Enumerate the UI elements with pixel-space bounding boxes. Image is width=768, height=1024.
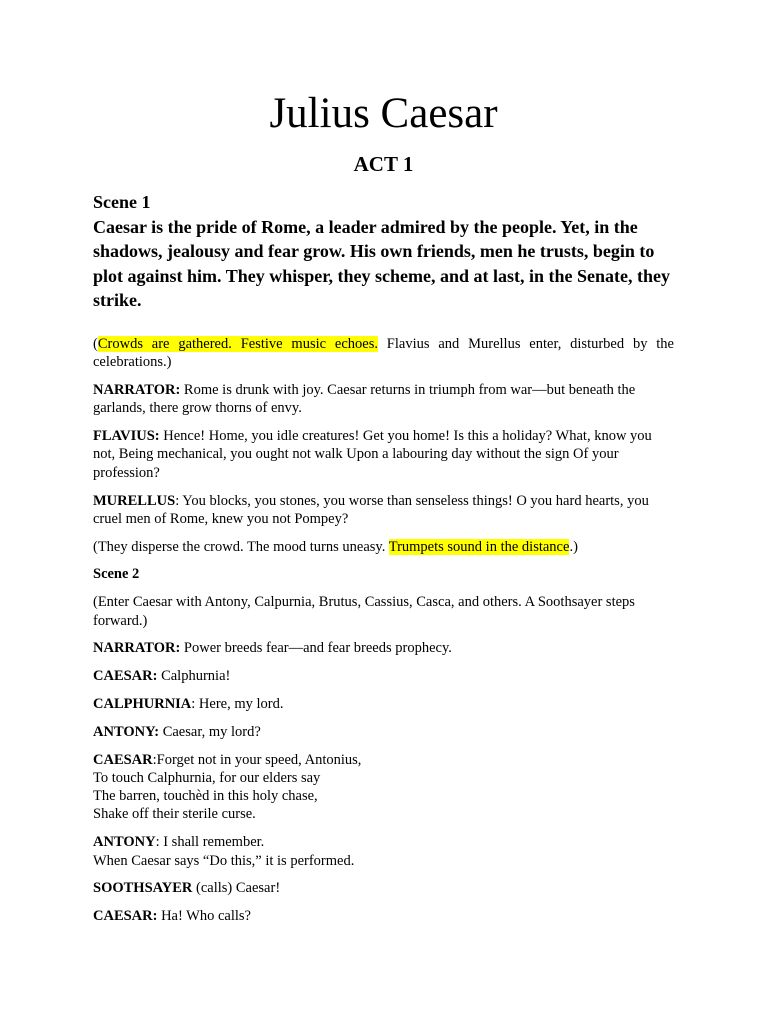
murellus-line [93,492,674,529]
scene-1-summary: Caesar is the pride of Rome, a leader admired by the people. Yet, in the shadows, jealousy and fear grow. His own friends, men he trusts, begin to plot against him. They whisper, they scheme, and at last, in the Senate, they strike. [93,216,671,310]
antony-line-1 [93,723,674,741]
dialogue-text: Caesar, my lord? [159,723,261,740]
stage-direction-1 [93,335,674,372]
speaker-name: MURELLUS [93,492,176,509]
stage-direction-open: ( [93,336,98,352]
scene-2-heading [93,565,674,583]
speaker-name: CAESAR: [93,668,158,685]
page-title: Julius Caesar [269,90,498,137]
verse-line: When Caesar says “Do this,” it is performed. [93,852,355,869]
verse-line: The barren, touchèd in this holy chase, [93,788,318,805]
highlighted-text: Trumpets sound in the distance [388,538,570,555]
stage-direction-text: Flavius and Murellus enter, disturbed by the celebrations.) [93,336,674,371]
stage-direction-3: (Enter Caesar with Antony, Calpurnia, Brutus, Cassius, Casca, and others. A Soothsayer steps forward.) [93,594,635,629]
scene-1-heading: Scene 1 [93,192,151,212]
scene-2-label: Scene 2 [93,566,140,583]
caesar-line-2 [93,751,674,824]
speaker-name: NARRATOR: [93,382,181,399]
dialogue-text: Ha! Who calls? [157,908,251,925]
dialogue-text: : Here, my lord. [191,695,284,712]
speaker-name: ANTONY: [93,723,160,740]
speaker-name: ANTONY [93,834,156,851]
caesar-line-3 [93,907,674,925]
scene-1-block [93,190,674,313]
dialogue-text: : You blocks, you stones, you worse than senseless things! O you hard hearts, you cruel men of Rome, knew you not Pompey? [93,492,649,527]
calphurnia-line [93,695,674,713]
dialogue-text: Calphurnia! [157,668,231,685]
antony-line-2 [93,833,674,870]
verse-line: To touch Calphurnia, for our elders say [93,769,321,786]
stage-direction-close: .) [569,538,578,555]
speaker-name: CAESAR [93,751,153,768]
caesar-line-1 [93,667,674,685]
narrator-line-2 [93,639,674,657]
act-heading: ACT 1 [353,152,414,176]
dialogue-text: Power breeds fear—and fear breeds prophecy. [180,640,452,657]
stage-direction-text: (They disperse the crowd. The mood turns uneasy. [93,538,389,555]
verse-line: Shake off their sterile curse. [93,806,256,823]
dialogue-text: (calls) Caesar! [192,880,281,897]
soothsayer-line [93,879,674,897]
speaker-name: NARRATOR: [93,640,181,657]
flavius-line [93,427,674,482]
speaker-name: CALPHURNIA [93,695,192,712]
dialogue-text: Rome is drunk with joy. Caesar returns in triumph from war—but beneath the garlands, there grow thorns of envy. [93,382,636,417]
narrator-line-1 [93,381,674,418]
speaker-name: CAESAR: [93,908,158,925]
script-body [93,335,674,935]
stage-direction-2 [93,538,674,556]
dialogue-text: Hence! Home, you idle creatures! Get you home! Is this a holiday? What, know you not, Being mechanical, you ought not walk Upon a labouring day without the sign Of your profession? [93,428,652,481]
speaker-name: SOOTHSAYER [93,880,193,897]
highlighted-text: Crowds are gathered. Festive music echoes. [97,336,378,352]
verse-line: : I shall remember. [155,834,265,851]
speaker-name: FLAVIUS: [93,428,160,445]
verse-line: :Forget not in your speed, Antonius, [152,751,362,768]
